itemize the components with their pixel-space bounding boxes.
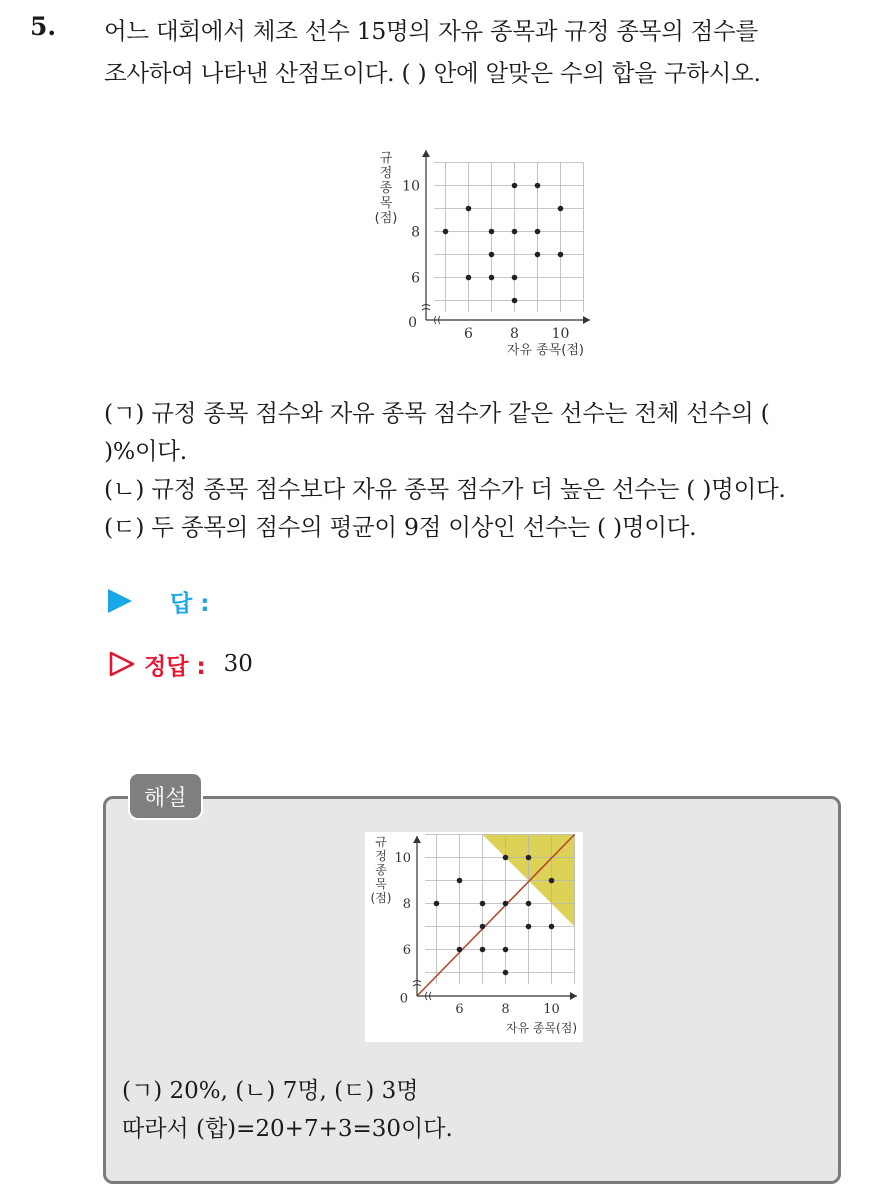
data-point <box>512 229 518 235</box>
statement-a: (ㄱ) 규정 종목 점수와 자유 종목 점수가 같은 선수는 전체 선수의 ( <box>104 399 770 427</box>
correct-answer-row <box>108 646 253 682</box>
data-point <box>466 275 472 281</box>
data-point <box>480 924 486 930</box>
y-axis-label: 정 <box>379 166 393 181</box>
x-tick-label: 6 <box>464 326 473 342</box>
scatter-plot <box>360 140 600 370</box>
x-tick-label: 10 <box>543 1002 560 1017</box>
question-line: 조사하여 나타낸 산점도이다. ( ) 안에 알맞은 수의 합을 구하시오. <box>104 59 761 87</box>
data-point <box>443 229 449 235</box>
y-tick-label: 8 <box>411 224 420 241</box>
data-point <box>434 901 440 907</box>
explanation-tab: 해설 <box>128 772 203 820</box>
statement-list <box>104 394 874 546</box>
correct-answer-label: 정답 : <box>144 653 206 680</box>
data-point <box>526 901 532 907</box>
statement-b: (ㄴ) 규정 종목 점수보다 자유 종목 점수가 더 높은 선수는 ( )명이다. <box>104 475 786 503</box>
question-line: 어느 대회에서 체조 선수 15명의 자유 종목과 규정 종목의 점수를 <box>104 17 758 45</box>
data-point <box>503 855 509 861</box>
y-tick-label: 10 <box>394 851 411 867</box>
y-axis-arrow <box>422 150 430 157</box>
data-point <box>503 970 509 976</box>
y-axis-label: 규 <box>375 835 387 849</box>
data-point <box>549 878 555 884</box>
data-point <box>549 924 555 930</box>
y-tick-label: 6 <box>402 943 411 959</box>
explanation-scatter-plot <box>365 832 583 1042</box>
x-axis-arrow <box>583 316 590 324</box>
y-axis-label: 종 <box>379 181 393 196</box>
data-point <box>535 252 541 258</box>
y-axis-label: (점) <box>374 211 398 226</box>
x-axis-label: 자유 종목(점) <box>506 343 584 358</box>
data-point <box>512 275 518 281</box>
y-tick-label: 6 <box>411 270 420 287</box>
data-point <box>503 947 509 953</box>
outline-triangle-icon <box>108 650 136 678</box>
x-tick-label: 10 <box>551 326 570 342</box>
y-axis-label: 규 <box>379 151 393 166</box>
y-axis-label: 목 <box>375 877 387 891</box>
y-axis-label: (점) <box>370 891 392 905</box>
data-point <box>526 855 532 861</box>
data-point <box>457 947 463 953</box>
question-text <box>104 10 874 94</box>
answer-row <box>108 584 209 618</box>
play-triangle-icon <box>108 589 132 613</box>
data-point <box>489 275 495 281</box>
data-point <box>489 229 495 235</box>
data-point <box>535 229 541 235</box>
data-point <box>480 901 486 907</box>
explanation-line: 따라서 (합)=20+7+3=30이다. <box>122 1116 453 1142</box>
x-tick-label: 6 <box>455 1002 464 1017</box>
explanation-line: (ㄱ) 20%, (ㄴ) 7명, (ㄷ) 3명 <box>122 1078 419 1104</box>
answer-label: 답 : <box>170 590 210 617</box>
y-axis-label: 목 <box>379 196 393 211</box>
statement-a-cont: )%이다. <box>104 437 187 465</box>
data-point <box>480 947 486 953</box>
y-tick-label: 8 <box>402 897 411 913</box>
correct-answer-value: 30 <box>223 651 253 677</box>
x-tick-label: 8 <box>510 326 519 342</box>
data-point <box>503 901 509 907</box>
data-point <box>526 924 532 930</box>
data-point <box>558 206 564 212</box>
x-tick-label: 8 <box>501 1002 510 1017</box>
y-axis-label: 정 <box>375 849 387 863</box>
question-number: 5. <box>30 12 57 41</box>
y-tick-label: 10 <box>402 178 420 195</box>
origin-label: 0 <box>408 315 417 331</box>
x-axis-label: 자유 종목(점) <box>505 1021 577 1035</box>
data-point <box>512 298 518 304</box>
data-point <box>489 252 495 258</box>
statement-c: (ㄷ) 두 종목의 점수의 평균이 9점 이상인 선수는 ( )명이다. <box>104 513 697 541</box>
data-point <box>512 183 518 189</box>
explanation-text <box>122 1072 822 1148</box>
data-point <box>558 252 564 258</box>
data-point <box>457 878 463 884</box>
origin-label: 0 <box>399 991 408 1007</box>
data-point <box>466 206 472 212</box>
data-point <box>535 183 541 189</box>
y-axis-label: 종 <box>375 863 387 877</box>
